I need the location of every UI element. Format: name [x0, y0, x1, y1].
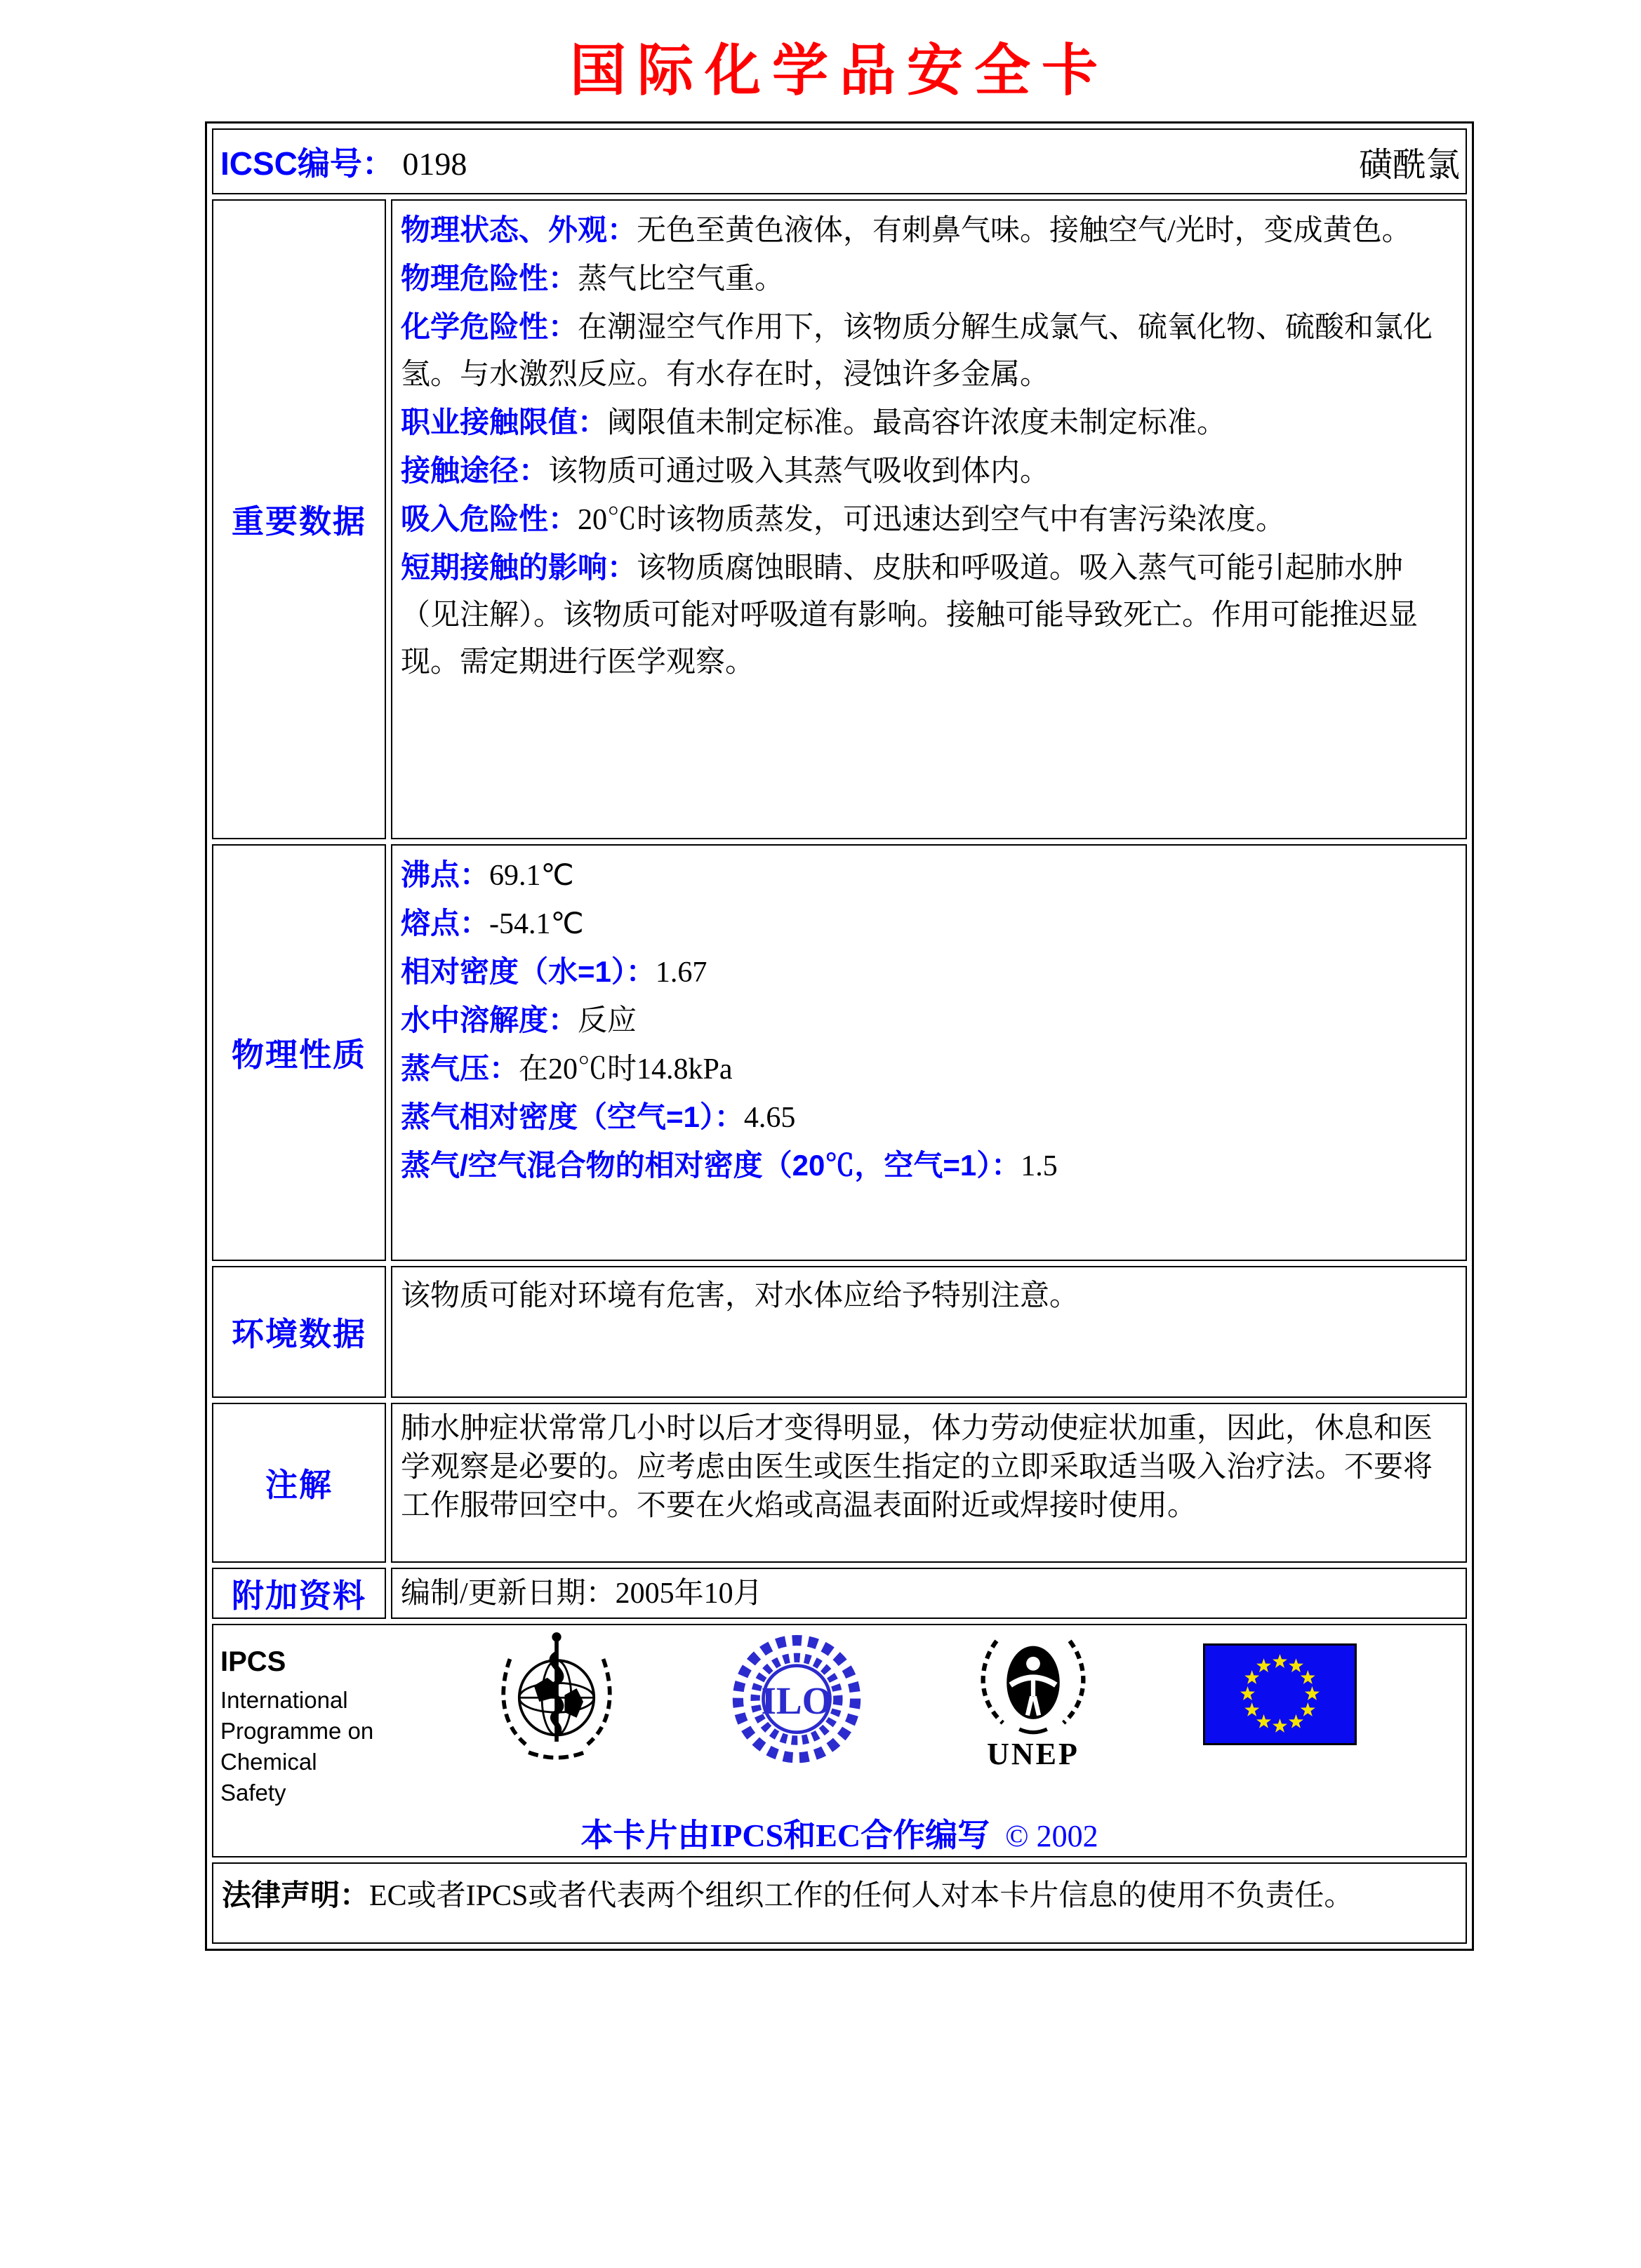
field-value: 1.5 — [1021, 1150, 1058, 1182]
field-value: 该物质可通过吸入其蒸气吸收到体内。 — [548, 455, 1050, 488]
page-title: 国际化学品安全卡 — [570, 41, 1109, 102]
footer-logos-cell — [212, 1624, 1467, 1857]
field-line — [401, 1410, 1459, 1526]
field-value: 该物质腐蚀眼睛、皮肤和呼吸道。吸入蒸气可能引起肺水肿（见注解）。该物质可能对呼吸道有影响。接触可能导致死亡。作用可能推迟显现。需定期进行医学观察。 — [401, 552, 1419, 679]
legal-notice-row — [212, 1862, 1467, 1944]
field-value: 1.67 — [655, 956, 707, 989]
field-label: 沸点： — [401, 858, 490, 891]
card-header-cell — [212, 128, 1467, 194]
field-value: 该物质可能对环境有危害，对水体应给予特别注意。 — [401, 1280, 1079, 1312]
ipcs-title: IPCS — [220, 1646, 286, 1677]
section-content-physical-properties — [391, 844, 1467, 1261]
field-line — [401, 1093, 1459, 1142]
ipcs-subtitle-line: Programme on — [220, 1718, 374, 1744]
icsc-number-group — [220, 138, 467, 185]
ilo-letters: ILO — [761, 1679, 832, 1723]
section-label-additional-information: 附加资料 — [212, 1568, 386, 1619]
legal-notice-cell — [212, 1862, 1467, 1944]
legal-notice-label: 法律声明： — [222, 1879, 370, 1912]
field-line — [401, 495, 1459, 544]
field-value: 在潮湿空气作用下，该物质分解生成氯气、硫氧化物、硫酸和氯化氢。与水激烈反应。有水存在时，浸蚀许多金属。 — [401, 312, 1433, 391]
field-line — [401, 303, 1459, 399]
section-row-environmental-data — [212, 1266, 1467, 1398]
field-value: -54.1℃ — [489, 908, 584, 940]
who-emblem-icon — [490, 1631, 623, 1771]
chemical-name: 磺酰氯 — [1358, 146, 1460, 184]
field-line — [401, 996, 1459, 1045]
field-value: 蒸气比空气重。 — [578, 263, 785, 295]
section-label-environmental-data: 环境数据 — [212, 1266, 386, 1398]
icsc-number-label: ICSC编号： — [220, 145, 394, 182]
field-line — [401, 851, 1459, 900]
field-line — [401, 1273, 1459, 1320]
field-line — [401, 1142, 1459, 1190]
field-value: 20℃时该物质蒸发，可迅速达到空气中有害污染浓度。 — [578, 504, 1286, 536]
field-line — [401, 399, 1459, 447]
caption-text: 本卡片由IPCS和EC合作编写 — [580, 1817, 990, 1853]
icsc-number-value: 0198 — [402, 146, 467, 182]
section-content-environmental-data — [391, 1266, 1467, 1398]
footer-logos-row — [212, 1624, 1467, 1857]
field-label: 吸入危险性： — [401, 502, 578, 535]
field-value: 69.1℃ — [489, 860, 574, 892]
field-line — [401, 544, 1459, 686]
field-label: 蒸气/空气混合物的相对密度（20℃，空气=1）： — [401, 1149, 1021, 1182]
field-line — [401, 900, 1459, 948]
field-line — [401, 255, 1459, 303]
field-label: 熔点： — [401, 907, 490, 940]
section-row-important-data — [212, 199, 1467, 839]
section-content-notes — [391, 1403, 1467, 1563]
section-label-notes: 注解 — [212, 1403, 386, 1563]
field-value: 在20℃时14.8kPa — [519, 1053, 733, 1086]
field-label: 相对密度（水=1）： — [401, 955, 656, 988]
footer-caption — [213, 1810, 1466, 1856]
field-label: 物理危险性： — [401, 262, 578, 295]
field-line — [401, 447, 1459, 495]
field-label: 水中溶解度： — [401, 1003, 578, 1036]
field-label: 短期接触的影响： — [401, 551, 637, 584]
section-label-important-data: 重要数据 — [212, 199, 386, 839]
field-line — [401, 206, 1459, 255]
field-value: 4.65 — [743, 1102, 796, 1134]
field-value: 编制/更新日期：2005年10月 — [401, 1577, 763, 1610]
section-row-physical-properties — [212, 844, 1467, 1261]
field-value: 阈限值未制定标准。最高容许浓度未制定标准。 — [607, 407, 1227, 439]
field-value: 无色至黄色液体，有刺鼻气味。接触空气/光时，变成黄色。 — [637, 215, 1411, 247]
ipcs-subtitle-line: International — [220, 1687, 348, 1713]
ipcs-subtitle-line: Chemical Safety — [220, 1749, 317, 1806]
field-value: 反应 — [578, 1005, 637, 1037]
legal-notice-text: EC或者IPCS或者代表两个组织工作的任何人对本卡片信息的使用不负责任。 — [369, 1880, 1354, 1912]
caption-copyright: © 2002 — [1005, 1819, 1098, 1853]
section-row-additional-information — [212, 1568, 1467, 1619]
section-row-notes — [212, 1403, 1467, 1563]
field-line — [401, 1045, 1459, 1093]
card-header-row — [212, 128, 1467, 194]
ilo-emblem-icon — [730, 1631, 863, 1771]
unep-wordmark: UNEP — [987, 1737, 1079, 1771]
field-label: 蒸气相对密度（空气=1）： — [401, 1100, 744, 1133]
field-label: 职业接触限值： — [401, 406, 608, 439]
field-label: 接触途径： — [401, 454, 549, 487]
eu-flag-icon — [1203, 1643, 1357, 1745]
ipcs-text-block — [220, 1631, 383, 1808]
section-content-additional-information — [391, 1568, 1467, 1619]
field-label: 化学危险性： — [401, 310, 578, 343]
field-label: 物理状态、外观： — [401, 213, 637, 246]
field-label: 蒸气压： — [401, 1052, 519, 1085]
section-content-important-data — [391, 199, 1467, 839]
unep-emblem-icon — [970, 1631, 1096, 1737]
unep-block — [970, 1631, 1096, 1772]
icsc-card-table — [205, 121, 1474, 1951]
section-label-physical-properties: 物理性质 — [212, 844, 386, 1261]
field-line — [401, 948, 1459, 996]
field-value: 肺水肿症状常常几小时以后才变得明显，体力劳动使症状加重，因此，休息和医学观察是必要的。应考虑由医生或医生指定的立即采取适当吸入治疗法。不要将工作服带回空中。不要在火焰或高温表面附近或焊接时使用。 — [401, 1413, 1433, 1522]
field-line — [401, 1570, 1459, 1617]
